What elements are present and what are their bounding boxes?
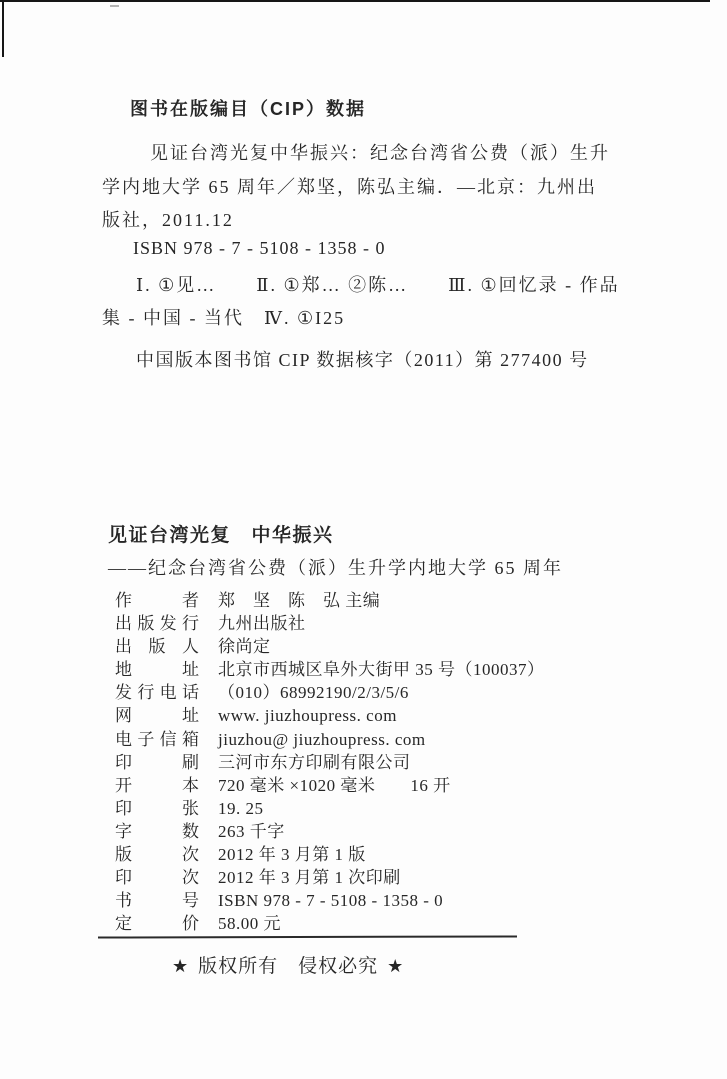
cip-isbn-line: ISBN 978 - 7 - 5108 - 1358 - 0 bbox=[133, 238, 386, 258]
colophon-label-publisher-person: 出版人 bbox=[115, 637, 199, 657]
cip-description-line-2: 学内地大学 65 周年／郑坚，陈弘主编．—北京：九州出 bbox=[102, 177, 597, 197]
colophon-label-printer: 印刷 bbox=[115, 752, 199, 772]
colophon-label-word-count: 字数 bbox=[115, 821, 199, 841]
cip-record-number: 中国版本图书馆 CIP 数据核字（2011）第 277400 号 bbox=[136, 350, 589, 370]
colophon-row-isbn bbox=[115, 889, 545, 912]
colophon-value-address: 北京市西城区阜外大街甲 35 号（100037） bbox=[218, 660, 545, 680]
colophon-row-author bbox=[115, 589, 545, 612]
colophon-value-publisher-person: 徐尚定 bbox=[218, 637, 271, 657]
colophon-value-publisher: 九州出版社 bbox=[218, 614, 306, 634]
colophon-label-impression: 印次 bbox=[115, 868, 199, 888]
colophon-value-edition: 2012 年 3 月第 1 版 bbox=[218, 845, 366, 865]
colophon-row-printer bbox=[115, 751, 545, 774]
cip-description-line-3: 版社，2011.12 bbox=[102, 210, 234, 230]
scan-speck bbox=[110, 5, 119, 7]
colophon-row-format bbox=[115, 774, 545, 797]
colophon-value-format: 720 毫米 ×1020 毫米 16 开 bbox=[218, 775, 451, 795]
colophon-value-sheets: 19. 25 bbox=[218, 798, 264, 818]
colophon-label-format: 开本 bbox=[115, 775, 199, 795]
book-subtitle: ——纪念台湾省公费（派）生升学内地大学 65 周年 bbox=[108, 558, 563, 578]
colophon-value-word-count: 263 千字 bbox=[218, 821, 285, 841]
colophon-value-phone: （010）68992190/2/3/5/6 bbox=[218, 683, 409, 703]
colophon-label-email: 电子信箱 bbox=[115, 729, 199, 749]
colophon-row-price bbox=[115, 912, 545, 935]
colophon-row-address bbox=[115, 658, 545, 681]
colophon-label-isbn: 书号 bbox=[115, 891, 199, 911]
colophon-value-author: 郑 坚 陈 弘 主编 bbox=[218, 591, 381, 610]
cip-classification-line-1: Ⅰ. ①见… Ⅱ. ①郑… ②陈… Ⅲ. ①回忆录 - 作品 bbox=[136, 275, 620, 295]
colophon-label-author: 作者 bbox=[115, 591, 199, 610]
colophon-label-address: 地址 bbox=[115, 660, 199, 680]
colophon-row-sheets bbox=[115, 797, 545, 820]
colophon-label-price: 定价 bbox=[115, 914, 199, 934]
colophon-label-sheets: 印张 bbox=[115, 798, 199, 818]
colophon-label-phone: 发行电话 bbox=[115, 683, 199, 703]
colophon-value-price: 58.00 元 bbox=[218, 914, 281, 934]
colophon-table bbox=[115, 589, 545, 935]
colophon-value-impression: 2012 年 3 月第 1 次印刷 bbox=[218, 868, 401, 888]
star-right-icon: ★ bbox=[387, 956, 405, 976]
colophon-row-email bbox=[115, 728, 545, 751]
colophon-value-website: www. jiuzhoupress. com bbox=[218, 706, 397, 726]
colophon-row-edition bbox=[115, 843, 545, 866]
cip-description-line-1: 见证台湾光复中华振兴：纪念台湾省公费（派）生升 bbox=[150, 143, 610, 163]
book-title: 见证台湾光复 中华振兴 bbox=[108, 525, 334, 546]
colophon-row-publisher-person bbox=[115, 635, 545, 658]
copyright-notice bbox=[172, 951, 404, 978]
colophon-row-website bbox=[115, 704, 545, 727]
colophon-row-impression bbox=[115, 866, 545, 889]
star-left-icon: ★ bbox=[172, 956, 190, 976]
colophon-label-edition: 版次 bbox=[115, 845, 199, 865]
colophon-row-phone bbox=[115, 681, 545, 704]
cip-classification-line-2: 集 - 中国 - 当代 Ⅳ. ①I25 bbox=[102, 308, 346, 328]
colophon-value-email: jiuzhou@ jiuzhoupress. com bbox=[218, 729, 426, 749]
copyright-text: 版权所有 侵权必究 bbox=[198, 956, 379, 977]
colophon-value-isbn: ISBN 978 - 7 - 5108 - 1358 - 0 bbox=[218, 891, 444, 911]
colophon-row-publisher bbox=[115, 612, 545, 635]
divider-rule bbox=[98, 935, 517, 938]
cip-header: 图书在版编目（CIP）数据 bbox=[130, 99, 367, 119]
scan-edge-top bbox=[0, 0, 710, 2]
colophon-label-website: 网址 bbox=[115, 706, 199, 726]
colophon-label-publisher: 出版发行 bbox=[115, 614, 199, 634]
colophon-row-word-count bbox=[115, 820, 545, 843]
scan-edge-left bbox=[2, 0, 4, 57]
colophon-value-printer: 三河市东方印刷有限公司 bbox=[218, 752, 411, 772]
